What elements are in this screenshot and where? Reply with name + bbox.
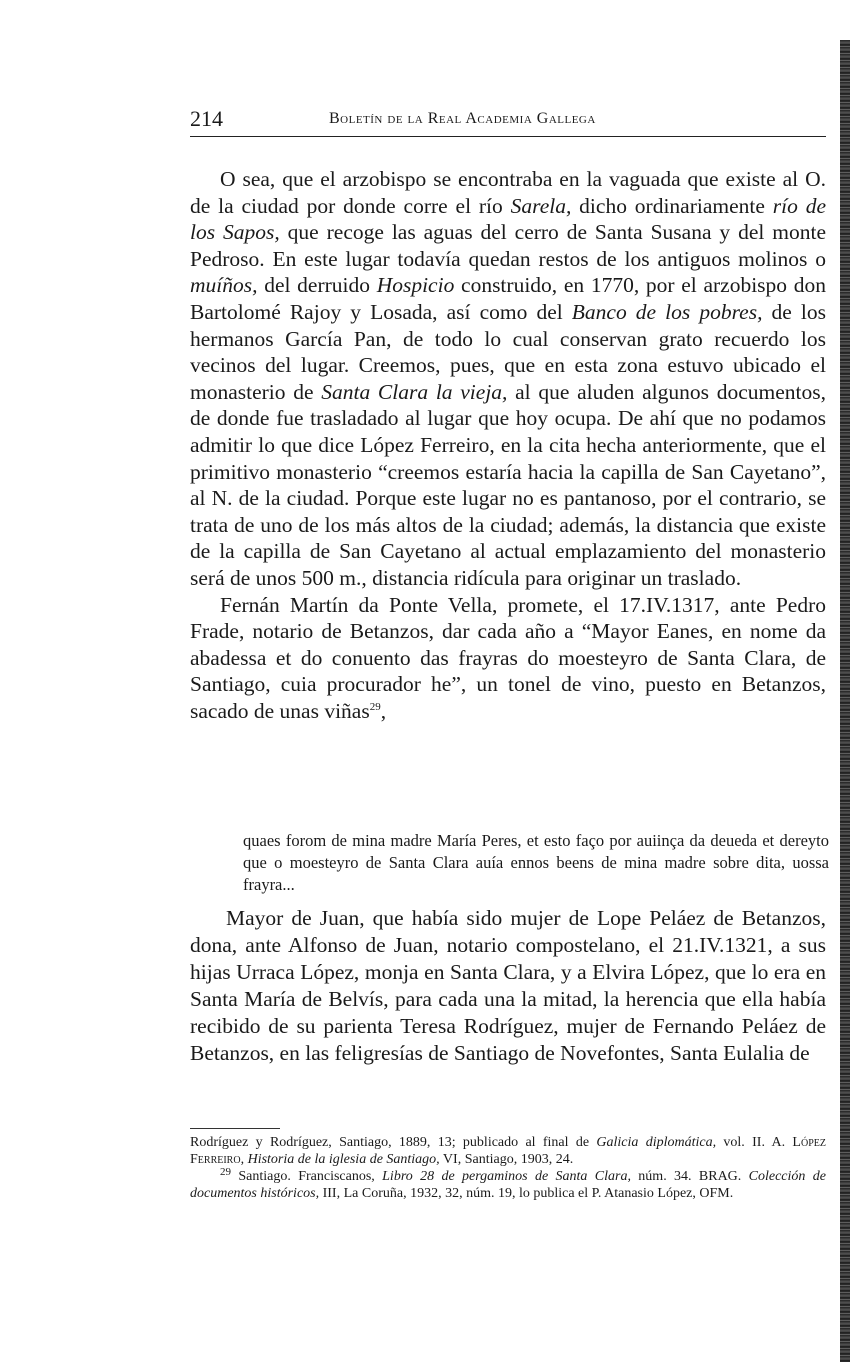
text-run: de los hermanos García Pan, de todo lo cual conservan grato recuerdo los vecinos del lugar. Creemos, pues, que en esta zona estuvo ubicado el monasterio de <box>190 299 826 404</box>
page-header <box>190 104 826 137</box>
paragraph-1 <box>190 166 826 592</box>
paragraph-2 <box>190 592 826 725</box>
main-text <box>190 166 826 724</box>
italic-run: Libro 28 de pergaminos de Santa Clara, <box>382 1169 631 1184</box>
italic-run: Sarela, <box>510 193 572 218</box>
text-run: VI, Santiago, 1903, 24. <box>439 1152 574 1167</box>
italic-run: Colección de documentos históricos, <box>190 1169 826 1201</box>
italic-run: Banco de los pobres, <box>571 299 763 324</box>
italic-run: río de los Sapos, <box>190 193 827 245</box>
text-run: , <box>380 698 387 723</box>
text-run: Rodríguez y Rodríguez, Santiago, 1889, 13; publicado al final de <box>190 1135 597 1150</box>
footnote-divider <box>190 1128 280 1129</box>
page-number: 214 <box>190 106 223 131</box>
footnote-1 <box>190 1134 826 1168</box>
quote-text: quaes forom de mina madre María Peres, et esto faço por auiinça da deueda et dereyto que o moesteyro de Santa Clara auía ennos beens de mina madre sobre dita, uossa frayra... <box>243 831 829 894</box>
footnote-2 <box>190 1168 826 1202</box>
text-run: núm. 34. BRAG. <box>630 1169 749 1184</box>
footnotes <box>190 1134 826 1202</box>
footnote-mark: 29 <box>220 1166 231 1178</box>
italic-run: Hospicio <box>376 273 455 298</box>
scanned-page-edge <box>840 40 850 1362</box>
text-run: dicho ordinariamente <box>571 193 773 218</box>
text-run: Santiago. Franciscanos, <box>231 1169 383 1184</box>
italic-run: Galicia diplomática, <box>596 1135 717 1150</box>
text-run: Fernán Martín da Ponte Vella, promete, el 17.IV.1317, ante Pedro Frade, notario de Betanzos, dar cada año a “Mayor Eanes, en nome da abadessa et do conuento das frayras do moesteyro de Santa Clara, de Santiago, cuia procurador he”, un tonel de vino, puesto en Betanzos, sacado de unas viñas <box>190 592 826 723</box>
italic-run: muíños, <box>190 273 258 298</box>
text-run: que recoge las aguas del cerro de Santa Susana y del monte Pedroso. En este lugar todavía quedan restos de los antiguos molinos o <box>190 220 826 271</box>
block-quote <box>243 830 829 896</box>
italic-run: Santa Clara la vieja, <box>321 379 508 404</box>
text-run: , <box>240 1152 248 1167</box>
text-run: III, La Coruña, 1932, 32, núm. 19, lo publica el P. Atanasio López, OFM. <box>319 1186 734 1201</box>
italic-run: Historia de la iglesia de Santiago, <box>247 1152 440 1167</box>
text-run: del derruido <box>257 273 377 298</box>
text-run: al que aluden algunos documentos, de donde fue trasladado al lugar que hoy ocupa. De ahí que no podamos admitir lo que dice López Ferreiro, en la cita hecha anteriormente, que el primitivo monasterio “creemos estaría hacia la capilla de San Cayetano”, al N. de la ciudad. Porque este lugar no es pantanoso, por el contrario, se trata de uno de los más altos de la ciudad; además, la distancia que existe de la capilla de San Cayetano al actual emplazamiento del monasterio será de unos 500 m., distancia ridícula para originar un traslado. <box>190 379 826 590</box>
text-run: O sea, que el arzobispo se encontraba en la vaguada que existe al O. de la ciudad por donde corre el río <box>190 167 826 218</box>
text-run: construido, en 1770, por el arzobispo don Bartolomé Rajoy y Losada, así como del <box>190 273 826 324</box>
running-title: Boletín de la Real Academia Gallega <box>329 110 596 127</box>
text-run: vol. II. A. <box>716 1135 793 1150</box>
main-text-continued <box>190 905 826 1067</box>
footnote-ref: 29 <box>369 700 381 713</box>
paragraph-3: Mayor de Juan, que había sido mujer de Lope Peláez de Betanzos, dona, ante Alfonso de Juan, notario compostelano, el 21.IV.1321, a sus hijas Urraca López, monja en Santa Clara, y a Elvira López, que lo era en Santa María de Belvís, para cada una la mitad, la herencia que ella había recibido de su parienta Teresa Rodríguez, mujer de Fernando Peláez de Betanzos, en las feligresías de Santiago de Novefontes, Santa Eulalia de <box>190 906 826 1065</box>
author-name: López Ferreiro <box>190 1135 826 1167</box>
